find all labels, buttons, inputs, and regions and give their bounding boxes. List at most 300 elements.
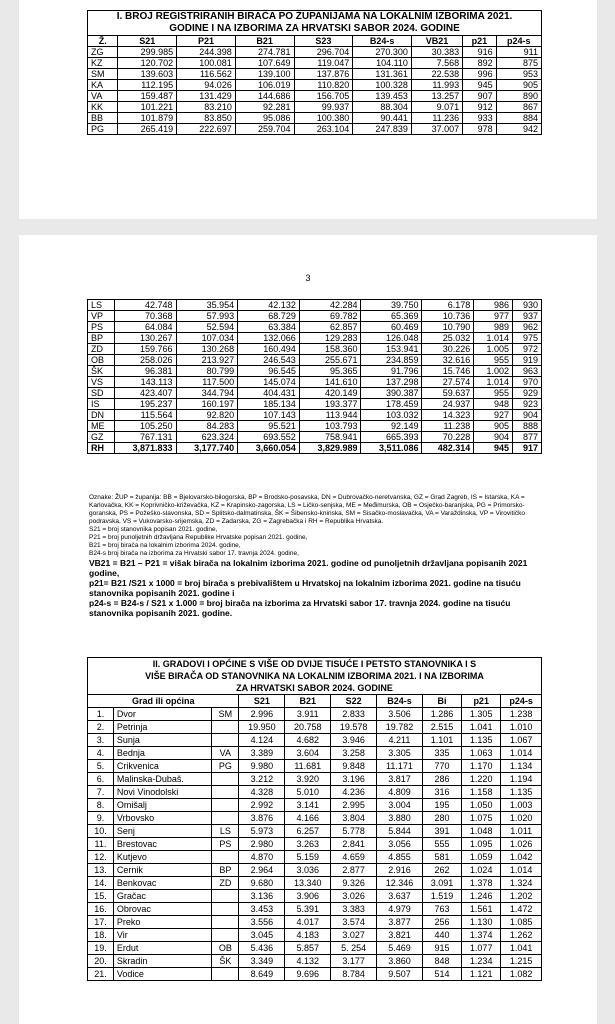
table-cell: Obrovac [113,903,211,916]
table-cell: 100.328 [353,80,412,91]
table-cell: 12. [88,851,114,864]
table-cell: 937 [513,311,542,322]
table-cell: GZ [88,432,115,443]
table-cell: 1.095 [462,838,501,851]
table-cell: 270.300 [353,47,412,58]
table-cell: DN [88,410,115,421]
table-cell: 1.194 [501,773,542,786]
table-cell: 24.937 [422,399,474,410]
table-cell: 115.564 [114,410,176,421]
table-cell: Cernik [113,864,211,877]
county-voters-table-continued [87,299,542,454]
table-cell: 3,871.833 [114,443,176,454]
table-cell: 1.059 [462,851,501,864]
table-cell: 132.066 [238,333,300,344]
table-cell: 4.855 [377,851,423,864]
table-cell [212,929,239,942]
table-cell: 3.906 [285,890,331,903]
table-cell: 1.215 [501,955,542,968]
table-cell: 1.024 [462,864,501,877]
table-cell [212,721,239,734]
table-cell: 4.328 [239,786,285,799]
table-row [88,721,542,734]
table-cell: 948 [474,399,513,410]
table-row [88,333,542,344]
table-cell: 70.368 [114,311,176,322]
table-row [88,69,542,80]
table-cell: 14. [88,877,114,890]
table-cell: 64.084 [114,322,176,333]
table-cell: 1.378 [462,877,501,890]
table-cell: 117.500 [176,377,238,388]
table-cell: 3.263 [285,838,331,851]
table-cell: 1.041 [501,942,542,955]
table-cell: 110.820 [294,80,353,91]
table-cell: 4.236 [331,786,377,799]
table-cell: 247.839 [353,124,412,135]
table-cell: 5.391 [285,903,331,916]
table-cell: 3.637 [377,890,423,903]
table-cell: 32.616 [422,355,474,366]
table-cell: VA [88,91,118,102]
table-cell: 95.086 [235,113,294,124]
table-cell [212,812,239,825]
table-cell: 2.515 [422,721,461,734]
table-cell: 1.014 [501,864,542,877]
table-cell: 1.011 [501,825,542,838]
table3-header-cell: B21 [285,695,331,708]
table-cell: 95.521 [238,421,300,432]
table-cell: 2.916 [377,864,423,877]
table-row [88,734,542,747]
table-cell: Kutjevo [113,851,211,864]
table-cell: 9.680 [239,877,285,890]
legend-s21: S21 = broj stanovnika popisan 2021. godine, [89,526,218,533]
table-cell: 94.026 [177,80,236,91]
table-cell: 4.017 [285,916,331,929]
table-cell: 11. [88,838,114,851]
table-cell: 70.228 [422,432,474,443]
table-cell: 3.821 [377,929,423,942]
table-cell: 39.750 [361,300,422,311]
table-cell: 8.784 [331,968,377,981]
table-cell: 977 [474,311,513,322]
table-cell: 246.543 [238,355,300,366]
table1-header-cell: Ž. [88,36,118,47]
table-cell: 867 [496,102,541,113]
table-cell: VS [88,377,115,388]
table-cell: 11.171 [377,760,423,773]
table-cell: 95.365 [299,366,361,377]
table-cell: 1.026 [501,838,542,851]
table-cell: 131.429 [177,91,236,102]
table-cell: 9.071 [411,102,462,113]
table-cell: 929 [513,388,542,399]
table-cell: 83.850 [177,113,236,124]
table-row [88,864,542,877]
table-cell: 20. [88,955,114,968]
table-cell: PG [88,124,118,135]
table-cell: 296.704 [294,47,353,58]
table-cell: 3.860 [377,955,423,968]
table-cell: 103.032 [361,410,422,421]
table-cell: 1.014 [474,377,513,388]
table-cell: 9.326 [331,877,377,890]
table-cell: 905 [474,421,513,432]
table-cell: 3.349 [239,955,285,968]
table-cell: 1.246 [462,890,501,903]
table-cell: 1.010 [501,721,542,734]
table-row [88,366,542,377]
table-cell: 4.659 [331,851,377,864]
table-cell: ME [88,421,115,432]
table-cell: Brestovac [113,838,211,851]
table1-header-cell: B24-s [353,36,412,47]
table-cell: 3,511.086 [361,443,422,454]
table-cell: 130.268 [176,344,238,355]
table-cell: Omišalj [113,799,211,812]
table-row [88,113,542,124]
table-cell: 15. [88,890,114,903]
table-cell: 265.419 [118,124,177,135]
table-cell: 12.346 [377,877,423,890]
table-cell: 875 [496,58,541,69]
table-cell: 3,177.740 [176,443,238,454]
table-cell: 2.996 [239,708,285,721]
table-cell: 107.649 [235,58,294,69]
table-cell: 159.766 [114,344,176,355]
table-cell: 758.941 [299,432,361,443]
table-row [88,355,542,366]
table-cell: 3.920 [285,773,331,786]
table-cell: 137.298 [361,377,422,388]
table-cell: 1.324 [501,877,542,890]
table-row [88,812,542,825]
table-row [88,311,542,322]
table-cell: 1.472 [501,903,542,916]
table-cell [212,734,239,747]
table-cell: 59.637 [422,388,474,399]
table-row [88,877,542,890]
table-cell: 945 [463,80,496,91]
table-cell: 222.697 [177,124,236,135]
table-cell: 335 [422,747,461,760]
table-cell: 129.283 [299,333,361,344]
table-cell: 141.610 [299,377,361,388]
table-cell: 905 [496,80,541,91]
table-row [88,102,542,113]
table3-title-line1: II. GRADOVI I OPĆINE S VIŠE OD DVIJE TISUĆE I PETSTO STANOVNIKA I S [152,659,477,669]
table-cell: 6.257 [285,825,331,838]
legend-abbreviations: Oznake: ŽUP = županija: BB = Bjelovarsko-bilogorska, BP = Brodsko-posavska, DN = Dubrovačko-neretvanska, GZ = Grad Zagreb, IS = Istarska, KA = Karlovačka, KK = Koprivničko-križevačka, KZ = Krapinsko-zagorska, LS = Ličko-senjska, ME = Međimurska, OB = Osječko-baranjska, PG = Primorsko-goranska, PS = Požeško-slavonska, SD = Splitsko-dalmatinska, ŠK = Šibensko-kninska, SM = Sisačko-moslavačka, VA = Varaždinska, VP = Virovitičko podravska, VS = Vukovarsko-srijemska, ZD = Zadarska, ZG = Zagrebačka i RH = Republika Hrvatska. [89,494,525,525]
table-cell: 404.431 [238,388,300,399]
table-cell: 970 [513,377,542,388]
table3-title-line3: ZA HRVATSKI SABOR 2024. GODINE [236,683,393,693]
table-cell: 5.973 [239,825,285,838]
table-cell [212,799,239,812]
table-cell: 5. [88,760,114,773]
table-cell: 4.124 [239,734,285,747]
table-row [88,773,542,786]
table-cell: 927 [474,410,513,421]
table-cell: 1.041 [462,721,501,734]
table-cell: 42.748 [114,300,176,311]
table-cell: 1.002 [474,366,513,377]
table-cell: 13. [88,864,114,877]
table3-header-cell: p21 [462,695,501,708]
table-row [88,929,542,942]
table-cell: 65.369 [361,311,422,322]
page-number: 3 [305,273,311,283]
table-cell: 1.014 [474,333,513,344]
table-cell [212,786,239,799]
table-cell: 3.574 [331,916,377,929]
table-row [88,399,542,410]
legend-p24s-formula: p24-s = B24-s / S21 x 1.000 = broj birača na izborima za Hrvatski sabor 17. travnja 2024. godine na tisuću stanovnika popisanih 2021. godine. [89,598,511,618]
county-voters-table [87,10,542,135]
table-cell: 978 [463,124,496,135]
table-cell: 1.003 [501,799,542,812]
table1-header-cell: S21 [118,36,177,47]
table-cell: 1.082 [501,968,542,981]
table-cell: 3.804 [331,812,377,825]
table-row [88,300,542,311]
table-cell: 57.993 [176,311,238,322]
table-cell: 262 [422,864,461,877]
table-row [88,124,542,135]
table-cell: 112.195 [118,80,177,91]
table-cell: 42.284 [299,300,361,311]
table-cell: 1.305 [462,708,501,721]
table1-header-row [88,36,542,47]
table-cell: PG [212,760,239,773]
table-cell: 1.519 [422,890,461,903]
table-cell: Skradin [113,955,211,968]
table-cell: 126.048 [361,333,422,344]
table3-header-cell: Grad ili općina [88,695,239,708]
table-cell: 955 [474,355,513,366]
table-cell: 234.859 [361,355,422,366]
table-cell: SM [212,708,239,721]
table-cell: 17. [88,916,114,929]
table-cell: 153.941 [361,344,422,355]
table-cell: 20.758 [285,721,331,734]
table-cell: 420.149 [299,388,361,399]
table-cell: 1.121 [462,968,501,981]
table-cell: 3.911 [285,708,331,721]
table-cell: BB [88,113,118,124]
table-cell: 1.063 [462,747,501,760]
table-cell: 139.100 [235,69,294,80]
table-row [88,344,542,355]
table-cell: 1.262 [501,929,542,942]
table-row [88,851,542,864]
table-cell: 96.545 [238,366,300,377]
table-cell: 555 [422,838,461,851]
table-cell: 884 [496,113,541,124]
table-cell: 274.781 [235,47,294,58]
table-cell: 19.782 [377,721,423,734]
table-row [88,825,542,838]
table-cell: 3.305 [377,747,423,760]
table-cell: VP [88,311,115,322]
table-cell: 953 [496,69,541,80]
table-cell: 60.469 [361,322,422,333]
table-cell: 3.056 [377,838,423,851]
table-cell: 3.604 [285,747,331,760]
table-cell: 30.383 [411,47,462,58]
table-row [88,388,542,399]
table-cell: 693.552 [238,432,300,443]
table-cell: 3.880 [377,812,423,825]
table-cell: 3.177 [331,955,377,968]
document-page-1 [19,0,597,219]
table-row [88,955,542,968]
table-cell: 18. [88,929,114,942]
table-cell: 3,829.989 [299,443,361,454]
table-cell: Dvor [113,708,211,721]
table-cell: 2.995 [331,799,377,812]
table-cell: 1.085 [501,916,542,929]
table-cell: 10. [88,825,114,838]
table-cell: 2.841 [331,838,377,851]
table-row [88,410,542,421]
table-cell: 100.081 [177,58,236,69]
table-cell: 904 [474,432,513,443]
table-cell: 286 [422,773,461,786]
table-row [88,890,542,903]
table-cell: 4.166 [285,812,331,825]
table-cell: 101.221 [118,102,177,113]
table-cell: 84.283 [176,421,238,432]
table-cell: 3. [88,734,114,747]
table1-title-line1: I. BROJ REGISTRIRANIH BIRAČA PO ŽUPANIJAMA NA LOKALNIM IZBORIMA 2021. [116,11,513,22]
table-cell: Malinska-Dubaš. [113,773,211,786]
table-cell: 1.014 [501,747,542,760]
legend-p21-formula: p21= B21 /S21 x 1000 = broj birača s prebivalištem u Hrvatskoj na lokalnim izborima 2021. godine na tisuću stanovnika popisanih 2021. godine i [89,578,521,598]
table-cell: BP [212,864,239,877]
table3-header-row [88,695,542,708]
table-cell: 91.796 [361,366,422,377]
table-cell: 945 [474,443,513,454]
table-cell: 3.045 [239,929,285,942]
table-cell: 1.170 [462,760,501,773]
table-cell: 10.790 [422,322,474,333]
table-row [88,942,542,955]
table-cell: 69.782 [299,311,361,322]
table1-header-cell: P21 [177,36,236,47]
table-cell: PS [88,322,115,333]
table-cell: 888 [513,421,542,432]
table-cell: 986 [474,300,513,311]
table-cell: 11.681 [285,760,331,773]
table-cell: 213.927 [176,355,238,366]
table-cell: 4.809 [377,786,423,799]
table-cell: 1.048 [462,825,501,838]
table-cell: 185.134 [238,399,300,410]
table-cell: 962 [513,322,542,333]
table-cell: 912 [463,102,496,113]
table-cell: 160.197 [176,399,238,410]
total-row [88,443,542,454]
table-cell: ŠK [88,366,115,377]
legend-b21: B21 = broj birača na lokalnim izborima 2024. godine, [89,542,241,549]
legend [89,494,544,618]
table-cell: ZD [212,877,239,890]
table-cell: 1.238 [501,708,542,721]
table-row [88,747,542,760]
table-cell: 1.005 [474,344,513,355]
table-cell: 4.183 [285,929,331,942]
table-cell: 6.178 [422,300,474,311]
table-cell: 159.487 [118,91,177,102]
table-cell: OB [212,942,239,955]
table-cell: 1.374 [462,929,501,942]
table-cell [212,903,239,916]
table-cell: 6. [88,773,114,786]
table-cell: 4.979 [377,903,423,916]
table-cell: 1.075 [462,812,501,825]
table-cell: 263.104 [294,124,353,135]
table-cell: 7.568 [411,58,462,69]
table-cell: 933 [463,113,496,124]
table-cell: KZ [88,58,118,69]
table3-title-line2: VIŠE BIRAČA OD STANOVNIKA NA LOKALNIM IZBORIMA 2021. I NA IZBORIMA [145,671,484,681]
table-cell: 3.877 [377,916,423,929]
table-cell: 955 [474,388,513,399]
table-cell: Crikvenica [113,760,211,773]
table-cell: 482.314 [422,443,474,454]
table-row [88,91,542,102]
table-cell: 22.538 [411,69,462,80]
table-cell: SD [88,388,115,399]
table-cell: 890 [496,91,541,102]
table-cell: 8. [88,799,114,812]
table1-header-cell: S23 [294,36,353,47]
table-cell: 13.257 [411,91,462,102]
table-cell: 3.258 [331,747,377,760]
table-cell: 13.340 [285,877,331,890]
table-cell: 3.453 [239,903,285,916]
table-cell: 1. [88,708,114,721]
table-cell: 904 [513,410,542,421]
table-cell: 103.793 [299,421,361,432]
table-cell: 299.985 [118,47,177,58]
table-cell: BP [88,333,115,344]
table-cell: Sunja [113,734,211,747]
table-cell: 96.381 [114,366,176,377]
table-cell: 5.159 [285,851,331,864]
table-cell: 193.377 [299,399,361,410]
table-cell [212,968,239,981]
table3-header-cell: B24-s [377,695,423,708]
table-cell: Petrinja [113,721,211,734]
table-cell: 116.562 [177,69,236,80]
table-cell: 90.441 [353,113,412,124]
table-cell: 3.389 [239,747,285,760]
table-cell: 158.360 [299,344,361,355]
table-cell: 3.196 [331,773,377,786]
table-cell: 3.027 [331,929,377,942]
table-cell: 10.736 [422,311,474,322]
table-cell: 5.778 [331,825,377,838]
table-cell: 30.226 [422,344,474,355]
municipalities-table [87,657,542,981]
table-cell: 1.135 [501,786,542,799]
table-cell: 244.398 [177,47,236,58]
table-cell: 143.113 [114,377,176,388]
table-cell: 27.574 [422,377,474,388]
